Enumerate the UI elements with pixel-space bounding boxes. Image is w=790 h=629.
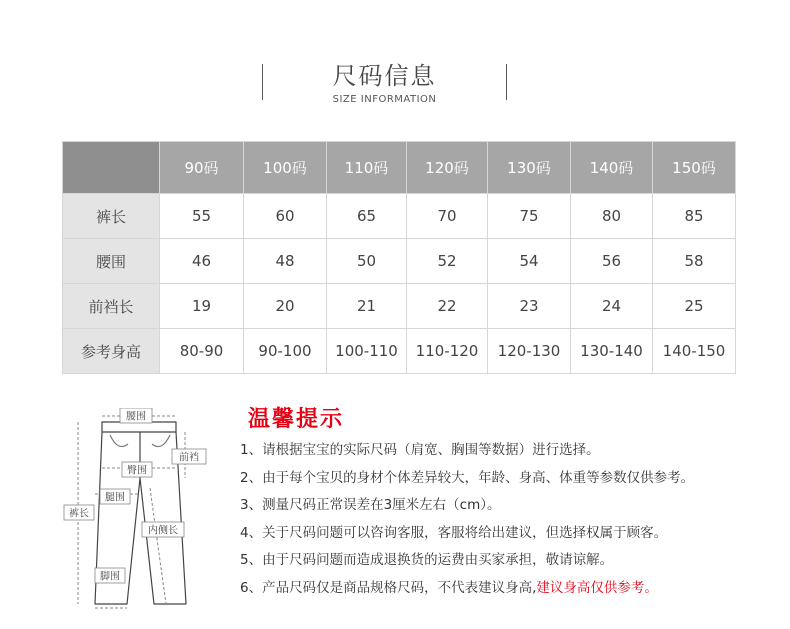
row-label: 前裆长: [63, 284, 160, 329]
table-cell: 60: [244, 194, 327, 239]
table-corner-cell: [63, 142, 160, 194]
table-row: [63, 194, 736, 239]
diagram-label-hem: 脚围: [100, 571, 120, 583]
table-header-row: [63, 142, 736, 194]
tip-item: 1、请根据宝宝的实际尺码（肩宽、胸围等数据）进行选择。: [240, 442, 600, 458]
table-cell: 21: [327, 284, 407, 329]
tip-item-text: 6、产品尺码仅是商品规格尺码，不代表建议身高,: [240, 579, 537, 596]
tip-highlight-text: 建议身高仅供参考。: [536, 579, 658, 596]
column-header: 90码: [160, 142, 244, 194]
row-label: 裤长: [63, 194, 160, 239]
table-cell: 50: [327, 239, 407, 284]
tip-item: 3、测量尺码正常误差在3厘米左右（cm）。: [240, 497, 501, 514]
table-row: [63, 284, 736, 329]
diagram-label-pants-length: 裤长: [69, 508, 89, 520]
diagram-label-hip: 臀围: [127, 465, 147, 477]
diagram-label-inseam: 内侧长: [148, 525, 178, 537]
table-cell: 55: [160, 194, 244, 239]
page-title: 尺码信息: [332, 62, 437, 90]
table-cell: 65: [327, 194, 407, 239]
table-cell: 22: [407, 284, 488, 329]
table-cell: 100-110: [327, 329, 407, 374]
table-cell: 24: [571, 284, 653, 329]
table-cell: 58: [653, 239, 736, 284]
table-cell: 46: [160, 239, 244, 284]
table-cell: 90-100: [244, 329, 327, 374]
table-cell: 85: [653, 194, 736, 239]
title-divider-right: [506, 64, 507, 100]
title-block: [0, 52, 790, 112]
diagram-label-front-rise: 前裆: [179, 452, 199, 464]
tips-title: 温馨提示: [248, 407, 345, 432]
table-cell: 70: [407, 194, 488, 239]
table-cell: 20: [244, 284, 327, 329]
table-cell: 120-130: [488, 329, 571, 374]
row-label: 腰围: [63, 239, 160, 284]
column-header: 100码: [244, 142, 327, 194]
table-cell: 23: [488, 284, 571, 329]
table-row: [63, 239, 736, 284]
table-cell: 54: [488, 239, 571, 284]
column-header: 140码: [571, 142, 653, 194]
table-cell: 19: [160, 284, 244, 329]
table-cell: 48: [244, 239, 327, 284]
table-cell: 25: [653, 284, 736, 329]
size-table: [62, 141, 736, 374]
table-cell: 80-90: [160, 329, 244, 374]
diagram-label-waist: 腰围: [126, 411, 146, 423]
tip-item: 5、由于尺码问题而造成退换货的运费由买家承担，敬请谅解。: [240, 552, 614, 569]
table-row: [63, 329, 736, 374]
column-header: 150码: [653, 142, 736, 194]
column-header: 110码: [327, 142, 407, 194]
table-cell: 130-140: [571, 329, 653, 374]
table-cell: 80: [571, 194, 653, 239]
table-cell: 52: [407, 239, 488, 284]
page-subtitle: SIZE INFORMATION: [332, 94, 437, 105]
table-cell: 110-120: [407, 329, 488, 374]
tip-item-last: [240, 575, 694, 603]
row-label: 参考身高: [63, 329, 160, 374]
tip-item: 2、由于每个宝贝的身材个体差异较大，年龄、身高、体重等参数仅供参考。: [240, 469, 695, 486]
table-cell: 75: [488, 194, 571, 239]
pants-measurement-diagram: [62, 408, 232, 618]
tip-item: 4、关于尺码问题可以咨询客服，客服将给出建议，但选择权属于顾客。: [240, 524, 668, 541]
diagram-label-thigh: 腿围: [105, 492, 125, 504]
tips-list: [240, 437, 694, 603]
table-cell: 140-150: [653, 329, 736, 374]
column-header: 130码: [488, 142, 571, 194]
column-header: 120码: [407, 142, 488, 194]
table-cell: 56: [571, 239, 653, 284]
